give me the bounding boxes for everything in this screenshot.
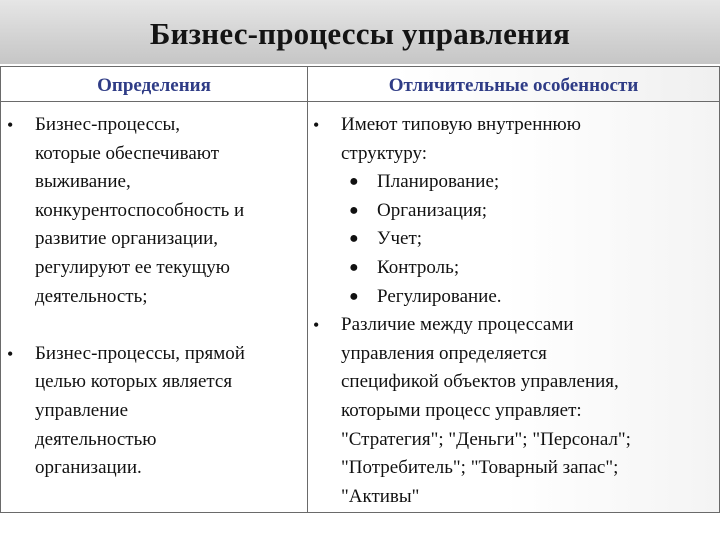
- text-line: "Потребитель"; "Товарный запас";: [341, 457, 619, 479]
- text-line: управления определяется: [341, 342, 547, 364]
- feature-sub-item: [313, 283, 713, 312]
- sub-bullet-icon: ●: [349, 201, 359, 219]
- sub-bullet-icon: ●: [349, 258, 359, 276]
- text-line: "Стратегия"; "Деньги"; "Персонал";: [341, 428, 631, 450]
- sub-item-label: Планирование;: [377, 171, 500, 193]
- text-line: Имеют типовую внутреннюю: [341, 114, 581, 135]
- feature-sub-item: [313, 197, 713, 226]
- feature-item: [313, 111, 713, 168]
- text-line: выживание,: [35, 171, 131, 193]
- text-line: Различие между процессами: [341, 314, 574, 336]
- text-line: управление: [35, 399, 129, 421]
- text-line: спецификой объектов управления,: [341, 371, 619, 393]
- sub-item-label: Контроль;: [377, 256, 460, 278]
- text-line: "Активы": [341, 485, 420, 507]
- text-line: деятельностью: [35, 428, 157, 450]
- sub-item-label: Учет;: [377, 228, 423, 250]
- column-divider: [307, 67, 308, 512]
- sub-bullet-icon: ●: [349, 173, 359, 191]
- comparison-table: [0, 66, 720, 513]
- text-line: структуру:: [341, 142, 428, 164]
- bullet-icon: •: [7, 115, 14, 135]
- header-distinctive-features: Отличительные особенности: [388, 75, 639, 96]
- text-line: деятельность;: [35, 285, 148, 307]
- definition-item: [7, 340, 303, 483]
- text-line: конкурентоспособность и: [35, 199, 245, 221]
- feature-sub-item: [313, 225, 713, 254]
- bullet-icon: •: [313, 115, 320, 135]
- features-cell: [313, 111, 713, 511]
- bullet-icon: •: [7, 343, 14, 364]
- text-line: организации.: [35, 457, 142, 479]
- definition-item: [7, 111, 303, 311]
- spacer: [7, 311, 303, 340]
- sub-item-label: Регулирование.: [377, 285, 502, 307]
- table-header-row: [1, 67, 719, 102]
- text-line: Бизнес-процессы, прямой: [35, 342, 245, 364]
- text-line: Бизнес-процессы,: [35, 114, 181, 135]
- text-line: целью которых является: [35, 371, 233, 393]
- definitions-cell: [7, 111, 303, 483]
- text-line: развитие организации,: [35, 228, 218, 250]
- feature-sub-item: [313, 254, 713, 283]
- slide-title: Бизнес-процессы управления: [149, 16, 571, 51]
- feature-item: [313, 311, 713, 511]
- text-line: регулируют ее текущую: [35, 256, 230, 278]
- sub-bullet-icon: ●: [349, 230, 359, 248]
- bullet-icon: •: [313, 315, 320, 336]
- text-line: которые обеспечивают: [35, 142, 220, 164]
- sub-item-label: Организация;: [377, 199, 488, 221]
- feature-sub-item: [313, 168, 713, 197]
- header-definitions: Определения: [97, 75, 211, 96]
- sub-bullet-icon: ●: [349, 287, 359, 305]
- text-line: которыми процесс управляет:: [341, 399, 582, 421]
